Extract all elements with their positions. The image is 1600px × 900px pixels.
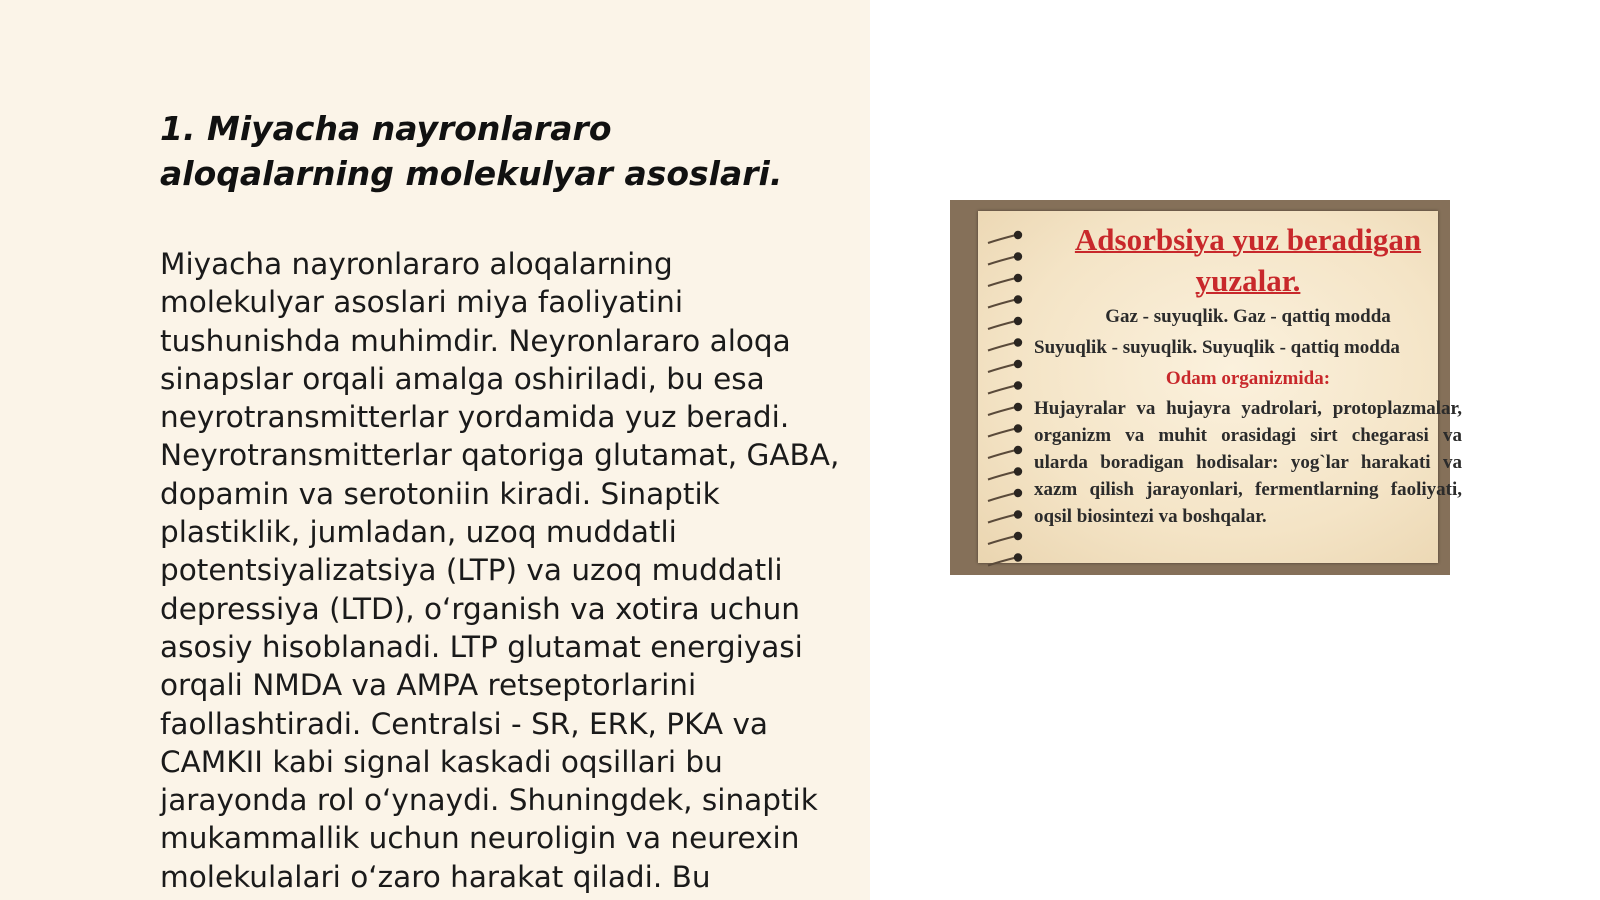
spiral-binding-icon bbox=[986, 229, 1028, 569]
notepad-image bbox=[950, 200, 1462, 575]
notepad-subheading: Odam organizmida: bbox=[1165, 368, 1331, 389]
binding-ring-icon bbox=[988, 446, 1022, 458]
binding-ring-icon bbox=[988, 553, 1022, 565]
binding-ring-icon bbox=[988, 510, 1022, 522]
notepad-paragraph: Hujayralar va hujayra yadrolari, protoplazmalar, organizm va muhit orasidagi sirt chegarasi va ularda boradigan hodisalar: yog`lar harakati va xazm qilish jarayonlari, fermentlarning faoliyati, oqsil biosintezi va boshqalar. bbox=[1034, 398, 1462, 527]
binding-ring-icon bbox=[988, 467, 1022, 479]
notepad-heading: Adsorbsiya yuz beradigan yuzalar. bbox=[1074, 222, 1422, 298]
binding-ring-icon bbox=[988, 489, 1022, 501]
binding-ring-icon bbox=[988, 317, 1022, 329]
notepad-line-2: Suyuqlik - suyuqlik. Suyuqlik - qattiq modda bbox=[1034, 337, 1400, 358]
binding-ring-icon bbox=[988, 231, 1022, 243]
binding-ring-icon bbox=[988, 532, 1022, 544]
notepad-paper bbox=[978, 211, 1462, 563]
notepad-line-1: Gaz - suyuqlik. Gaz - qattiq modda bbox=[1105, 306, 1391, 327]
notepad-text bbox=[1034, 219, 1462, 530]
binding-ring-icon bbox=[988, 424, 1022, 436]
slide-title: 1. Miyacha nayronlararo aloqalarning molekulyar asoslari. bbox=[160, 109, 783, 193]
slide-body-text: Miyacha nayronlararo aloqalarning molekulyar asoslari miya faoliyatini tushunishda muhimdir. Neyronlararo aloqa sinapslar orqali amalga oshiriladi, bu esa neyrotransmitterlar yordamida yuz beradi. Neyrotransmitterlar qatoriga glutamat, GABA, dopamin va serotoniin kiradi. Sinaptik plastiklik, jumladan, uzoq muddatli potentsiyalizatsiya (LTP) va uzoq muddatli depressiya (LTD), o‘rganish va xotira uchun asosiy hisoblanadi. LTP glutamat energiyasi orqali NMDA va AMPA retseptorlarini faollashtiradi. Centralsi - SR, ERK, PKA va CAMKII kabi signal kaskadi oqsillari bu jarayonda rol o‘ynaydi. Shuningdek, sinaptik mukammallik uchun neuroligin va neurexin molekulalari o‘zaro harakat qiladi. Bu bbox=[160, 247, 840, 894]
binding-ring-icon bbox=[988, 360, 1022, 372]
binding-ring-icon bbox=[988, 403, 1022, 415]
binding-ring-icon bbox=[988, 295, 1022, 307]
binding-ring-icon bbox=[988, 252, 1022, 264]
binding-ring-icon bbox=[988, 381, 1022, 393]
binding-ring-icon bbox=[988, 274, 1022, 286]
binding-ring-icon bbox=[988, 338, 1022, 350]
